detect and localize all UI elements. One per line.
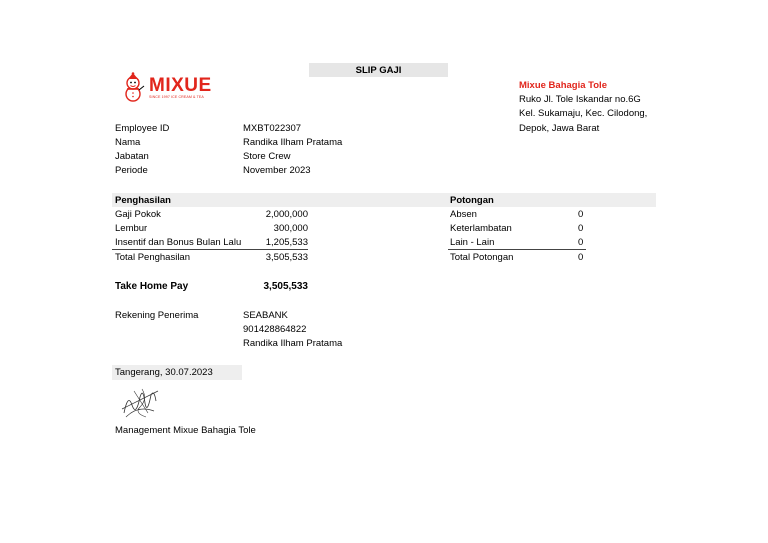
deductions-total-value: 0	[578, 252, 584, 263]
deduction-item-label: Absen	[450, 209, 477, 220]
employee-period-label: Periode	[115, 165, 148, 176]
employee-period-value: November 2023	[243, 165, 311, 176]
employee-name-value: Randika Ilham Pratama	[243, 137, 343, 148]
company-address-line: Depok, Jawa Barat	[519, 123, 600, 134]
income-item-label: Gaji Pokok	[115, 209, 161, 220]
employee-id-label: Employee ID	[115, 123, 170, 134]
account-number: 901428864822	[243, 324, 307, 335]
income-item-value: 300,000	[273, 223, 308, 234]
signature-image	[118, 383, 162, 421]
employee-id-value: MXBT022307	[243, 123, 302, 134]
brand-wordmark: MIXUE	[149, 75, 212, 96]
take-home-label: Take Home Pay	[115, 281, 189, 292]
company-address-line: Ruko Jl. Tole Iskandar no.6G	[519, 94, 641, 105]
employee-position-label: Jabatan	[115, 151, 149, 162]
account-label: Rekening Penerima	[115, 310, 199, 321]
income-item-value: 1,205,533	[265, 237, 308, 248]
deductions-total-divider	[448, 249, 586, 250]
deduction-item-value: 0	[578, 223, 584, 234]
income-header: Penghasilan	[115, 195, 171, 206]
signatory: Management Mixue Bahagia Tole	[115, 425, 256, 436]
employee-position-value: Store Crew	[243, 151, 291, 162]
company-address-line: Kel. Sukamaju, Kec. Cilodong,	[519, 108, 648, 119]
income-total-label: Total Penghasilan	[115, 252, 190, 263]
deduction-item-value: 0	[578, 209, 584, 220]
income-item-label: Insentif dan Bonus Bulan Lalu	[115, 237, 242, 248]
section-header-band	[112, 193, 656, 207]
account-holder: Randika Ilham Pratama	[243, 338, 343, 349]
income-total-value: 3,505,533	[265, 252, 308, 263]
account-bank: SEABANK	[243, 310, 288, 321]
deduction-item-label: Keterlambatan	[450, 223, 512, 234]
deduction-item-label: Lain - Lain	[450, 237, 495, 248]
employee-name-label: Nama	[115, 137, 141, 148]
income-total-divider	[112, 249, 308, 250]
slip-title: SLIP GAJI	[309, 63, 448, 77]
company-name: Mixue Bahagia Tole	[519, 80, 607, 91]
date-place: Tangerang, 30.07.2023	[115, 367, 213, 378]
deductions-header: Potongan	[450, 195, 494, 206]
take-home-value: 3,505,533	[263, 281, 308, 292]
income-item-label: Lembur	[115, 223, 148, 234]
income-item-value: 2,000,000	[265, 209, 308, 220]
deduction-item-value: 0	[578, 237, 584, 248]
deductions-total-label: Total Potongan	[450, 252, 514, 263]
brand-tagline: SINCE 1997 ICE CREAM & TEA	[149, 95, 204, 99]
